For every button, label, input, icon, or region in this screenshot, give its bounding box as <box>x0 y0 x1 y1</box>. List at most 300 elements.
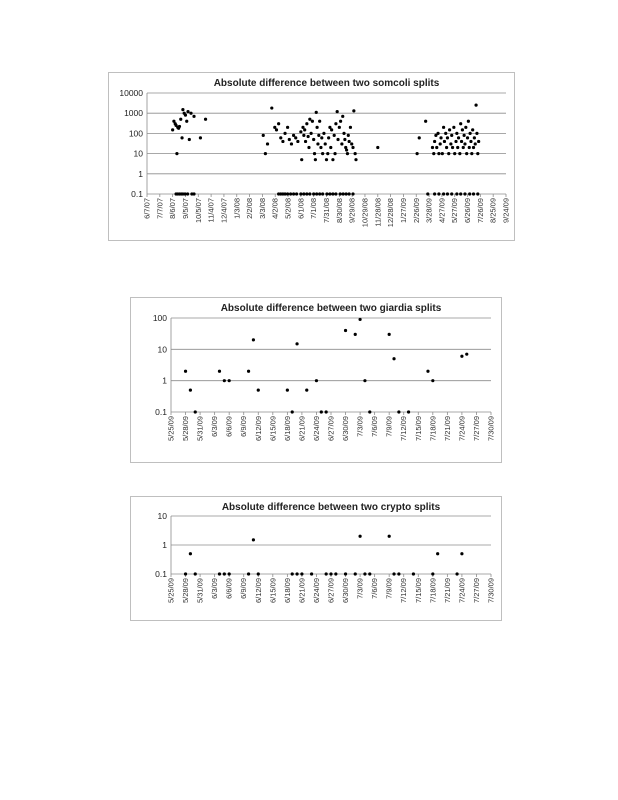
crypto-data-point <box>189 552 192 555</box>
somcoli-data-point <box>424 120 427 123</box>
somcoli-data-point <box>450 192 453 195</box>
crypto-data-point <box>300 572 303 575</box>
somcoli-data-point <box>454 140 457 143</box>
somcoli-data-point <box>443 140 446 143</box>
somcoli-data-point <box>186 110 189 113</box>
giardia-data-point <box>358 318 361 321</box>
somcoli-data-point <box>345 148 348 151</box>
somcoli-data-point <box>324 142 327 145</box>
x-tick-label: 7/21/09 <box>442 578 452 604</box>
somcoli-data-point <box>331 158 334 161</box>
somcoli-data-point <box>178 125 181 128</box>
giardia-data-point <box>363 379 366 382</box>
giardia-chart <box>130 297 502 463</box>
somcoli-data-point <box>442 126 445 129</box>
somcoli-data-point <box>314 158 317 161</box>
x-tick-label: 7/18/09 <box>428 578 438 604</box>
crypto-data-point <box>218 572 221 575</box>
x-tick-label: 7/9/09 <box>384 578 394 599</box>
x-tick-label: 10/5/07 <box>193 198 203 224</box>
somcoli-data-point <box>474 142 477 145</box>
somcoli-data-point <box>450 134 453 137</box>
x-tick-label: 6/1/08 <box>296 198 306 219</box>
somcoli-data-point <box>325 158 328 161</box>
x-tick-label: 6/24/09 <box>311 578 321 604</box>
somcoli-data-point <box>286 126 289 129</box>
somcoli-data-point <box>437 152 440 155</box>
x-tick-label: 6/26/09 <box>463 198 473 224</box>
somcoli-data-point <box>352 109 355 112</box>
giardia-data-point <box>426 370 429 373</box>
crypto-data-point <box>194 572 197 575</box>
somcoli-data-point <box>376 146 379 149</box>
somcoli-data-point <box>447 152 450 155</box>
somcoli-data-point <box>461 128 464 131</box>
x-tick-label: 6/27/09 <box>326 578 336 604</box>
somcoli-data-point <box>204 118 207 121</box>
somcoli-data-point <box>185 120 188 123</box>
x-tick-label: 7/6/09 <box>370 578 380 599</box>
x-tick-label: 6/24/09 <box>311 416 321 442</box>
somcoli-data-point <box>432 152 435 155</box>
somcoli-data-point <box>347 134 350 137</box>
somcoli-data-point <box>445 146 448 149</box>
x-tick-label: 7/30/09 <box>486 578 496 604</box>
somcoli-data-point <box>473 136 476 139</box>
somcoli-data-point <box>189 112 192 115</box>
somcoli-data-point <box>320 136 323 139</box>
x-tick-label: 8/30/08 <box>334 197 344 224</box>
x-tick-label: 6/21/09 <box>297 416 307 442</box>
x-tick-label: 7/12/09 <box>399 578 409 604</box>
somcoli-data-point <box>311 120 314 123</box>
somcoli-data-point <box>426 192 429 195</box>
x-tick-label: 4/2/08 <box>270 198 280 219</box>
crypto-data-point <box>334 572 337 575</box>
somcoli-data-point <box>330 128 333 131</box>
giardia-data-point <box>257 388 260 391</box>
somcoli-data-point <box>333 152 336 155</box>
somcoli-data-point <box>468 146 471 149</box>
x-tick-label: 7/30/09 <box>486 416 496 442</box>
somcoli-data-point <box>334 192 337 195</box>
somcoli-data-point <box>441 152 444 155</box>
x-tick-label: 8/25/09 <box>488 198 498 224</box>
somcoli-data-point <box>338 126 341 129</box>
somcoli-data-point <box>262 134 265 137</box>
x-tick-label: 7/26/09 <box>475 198 485 224</box>
somcoli-data-point <box>264 152 267 155</box>
x-tick-label: 7/6/09 <box>370 416 380 437</box>
giardia-data-point <box>223 379 226 382</box>
x-tick-label: 6/12/09 <box>253 416 263 442</box>
somcoli-chart-title: Absolute difference between two somcoli splits <box>213 78 440 89</box>
y-tick-label: 100 <box>152 313 167 323</box>
somcoli-chart-svg <box>109 73 516 242</box>
x-tick-label: 11/4/07 <box>206 198 216 223</box>
crypto-data-point <box>392 572 395 575</box>
somcoli-data-point <box>270 106 273 109</box>
giardia-data-point <box>344 329 347 332</box>
somcoli-data-point <box>463 192 466 195</box>
y-tick-label: 10 <box>157 344 167 355</box>
x-tick-label: 11/28/08 <box>373 198 383 227</box>
somcoli-data-point <box>469 132 472 135</box>
somcoli-data-point <box>310 132 313 135</box>
crypto-data-point <box>412 572 415 575</box>
x-tick-label: 8/6/07 <box>168 198 178 219</box>
somcoli-data-point <box>433 192 436 195</box>
somcoli-data-point <box>456 146 459 149</box>
x-tick-label: 6/12/09 <box>253 578 263 604</box>
somcoli-data-point <box>308 192 311 195</box>
somcoli-data-point <box>453 152 456 155</box>
x-tick-label: 6/18/09 <box>282 416 292 442</box>
crypto-data-point <box>310 572 313 575</box>
somcoli-data-point <box>348 140 351 143</box>
y-tick-label: 1 <box>162 540 167 550</box>
crypto-data-point <box>257 572 260 575</box>
somcoli-data-point <box>315 192 318 195</box>
giardia-data-point <box>465 353 468 356</box>
giardia-data-point <box>354 333 357 336</box>
somcoli-data-point <box>468 192 471 195</box>
x-tick-label: 5/28/09 <box>181 416 191 442</box>
x-tick-label: 7/12/09 <box>399 416 409 442</box>
somcoli-data-point <box>336 110 339 113</box>
x-tick-label: 7/24/09 <box>457 578 467 604</box>
somcoli-data-point <box>290 142 293 145</box>
crypto-data-point <box>397 572 400 575</box>
somcoli-data-point <box>459 122 462 125</box>
x-tick-label: 5/2/08 <box>283 198 293 219</box>
x-tick-label: 6/15/09 <box>268 578 278 604</box>
y-tick-label: 1000 <box>124 108 143 119</box>
giardia-data-point <box>315 379 318 382</box>
somcoli-data-point <box>439 136 442 139</box>
somcoli-data-point <box>299 130 302 133</box>
y-tick-label: 1 <box>162 375 167 386</box>
crypto-data-point <box>455 572 458 575</box>
crypto-data-point <box>252 538 255 541</box>
giardia-data-point <box>228 379 231 382</box>
crypto-data-point <box>295 572 298 575</box>
somcoli-data-point <box>292 134 295 137</box>
somcoli-data-point <box>305 122 308 125</box>
somcoli-data-point <box>294 136 297 139</box>
giardia-data-point <box>189 388 192 391</box>
somcoli-data-point <box>321 192 324 195</box>
giardia-data-point <box>247 370 250 373</box>
crypto-data-point <box>247 572 250 575</box>
crypto-chart <box>130 496 502 621</box>
somcoli-data-point <box>184 114 187 117</box>
somcoli-data-point <box>179 118 182 121</box>
somcoli-data-point <box>466 136 469 139</box>
somcoli-data-point <box>312 138 315 141</box>
somcoli-data-point <box>342 132 345 135</box>
crypto-data-point <box>388 535 391 538</box>
y-tick-label: 0.1 <box>131 189 143 199</box>
somcoli-data-point <box>455 192 458 195</box>
x-tick-label: 6/18/09 <box>282 578 292 604</box>
somcoli-data-point <box>302 134 305 137</box>
somcoli-data-point <box>289 192 292 195</box>
somcoli-data-point <box>171 128 174 131</box>
x-tick-label: 1/27/09 <box>398 198 408 224</box>
somcoli-data-point <box>470 152 473 155</box>
somcoli-data-point <box>296 140 299 143</box>
somcoli-data-point <box>329 146 332 149</box>
x-tick-label: 6/30/09 <box>341 578 351 604</box>
somcoli-data-point <box>341 115 344 118</box>
giardia-data-point <box>320 410 323 413</box>
giardia-data-point <box>397 410 400 413</box>
somcoli-data-point <box>304 140 307 143</box>
giardia-data-point <box>368 410 371 413</box>
somcoli-data-point <box>266 142 269 145</box>
somcoli-data-point <box>277 122 280 125</box>
somcoli-data-point <box>339 120 342 123</box>
somcoli-data-point <box>325 192 328 195</box>
x-tick-label: 3/28/09 <box>424 198 434 224</box>
x-tick-label: 7/1/08 <box>309 198 319 219</box>
x-tick-label: 9/5/07 <box>180 198 190 219</box>
somcoli-data-point <box>354 152 357 155</box>
somcoli-data-point <box>313 152 316 155</box>
somcoli-data-point <box>286 192 289 195</box>
somcoli-data-point <box>303 128 306 131</box>
somcoli-data-point <box>343 138 346 141</box>
crypto-data-point <box>325 572 328 575</box>
x-tick-label: 6/27/09 <box>326 416 336 442</box>
crypto-chart-svg <box>131 497 503 622</box>
x-tick-label: 7/18/09 <box>428 416 438 442</box>
y-tick-label: 10 <box>133 148 143 159</box>
somcoli-data-point <box>336 138 339 141</box>
somcoli-data-point <box>300 158 303 161</box>
giardia-data-point <box>218 370 221 373</box>
somcoli-data-point <box>463 142 466 145</box>
somcoli-data-point <box>321 152 324 155</box>
x-tick-label: 5/25/09 <box>166 578 176 604</box>
somcoli-data-point <box>318 192 321 195</box>
somcoli-data-point <box>327 136 330 139</box>
x-tick-label: 9/29/08 <box>347 198 357 224</box>
somcoli-data-point <box>476 152 479 155</box>
x-tick-label: 7/3/09 <box>355 578 365 599</box>
x-tick-label: 3/3/08 <box>257 198 267 219</box>
x-tick-label: 7/15/09 <box>413 578 423 604</box>
somcoli-data-point <box>477 140 480 143</box>
somcoli-data-point <box>275 128 278 131</box>
giardia-data-point <box>392 357 395 360</box>
somcoli-data-point <box>339 192 342 195</box>
somcoli-data-point <box>340 142 343 145</box>
crypto-chart-title: Absolute difference between two crypto splits <box>221 502 441 513</box>
x-tick-label: 10/29/08 <box>360 198 370 228</box>
x-tick-label: 6/21/09 <box>297 578 307 604</box>
somcoli-data-point <box>199 136 202 139</box>
x-tick-label: 7/3/09 <box>355 416 365 437</box>
somcoli-data-point <box>416 152 419 155</box>
somcoli-data-point <box>334 122 337 125</box>
somcoli-data-point <box>472 192 475 195</box>
x-tick-label: 7/27/09 <box>471 416 481 442</box>
somcoli-data-point <box>319 146 322 149</box>
x-tick-label: 6/9/09 <box>239 578 249 599</box>
crypto-data-point <box>223 572 226 575</box>
giardia-data-point <box>252 338 255 341</box>
somcoli-data-point <box>281 140 284 143</box>
crypto-data-point <box>184 572 187 575</box>
x-tick-label: 6/30/09 <box>341 416 351 442</box>
somcoli-data-point <box>175 152 178 155</box>
x-tick-label: 7/24/09 <box>457 416 467 442</box>
x-tick-label: 1/3/08 <box>232 198 242 219</box>
y-tick-label: 1 <box>138 168 143 179</box>
somcoli-data-point <box>433 140 436 143</box>
x-tick-label: 12/4/07 <box>219 198 229 224</box>
giardia-data-point <box>460 355 463 358</box>
somcoli-data-point <box>467 120 470 123</box>
x-tick-label: 2/26/09 <box>411 198 421 224</box>
x-tick-label: 5/31/09 <box>195 578 205 604</box>
crypto-data-point <box>436 552 439 555</box>
somcoli-data-point <box>439 142 442 145</box>
somcoli-data-point <box>448 128 451 131</box>
x-tick-label: 6/7/07 <box>142 198 152 219</box>
x-tick-label: 7/27/09 <box>471 578 481 604</box>
giardia-data-point <box>295 342 298 345</box>
somcoli-data-point <box>302 192 305 195</box>
somcoli-data-point <box>460 140 463 143</box>
somcoli-data-point <box>307 135 310 138</box>
somcoli-data-point <box>326 152 329 155</box>
somcoli-data-point <box>322 132 325 135</box>
somcoli-data-point <box>452 126 455 129</box>
crypto-data-point <box>368 572 371 575</box>
somcoli-data-point <box>476 192 479 195</box>
somcoli-data-point <box>333 134 336 137</box>
x-tick-label: 2/2/08 <box>245 198 255 219</box>
giardia-data-point <box>286 388 289 391</box>
crypto-data-point <box>460 552 463 555</box>
somcoli-data-point <box>436 132 439 135</box>
x-tick-label: 6/15/09 <box>268 416 278 442</box>
somcoli-data-point <box>351 146 354 149</box>
somcoli-data-point <box>295 192 298 195</box>
giardia-data-point <box>325 410 328 413</box>
x-tick-label: 5/28/09 <box>181 578 191 604</box>
x-tick-label: 12/28/08 <box>386 198 396 228</box>
somcoli-data-point <box>446 192 449 195</box>
giardia-chart-svg <box>131 298 503 464</box>
x-tick-label: 6/9/09 <box>239 416 249 437</box>
y-tick-label: 10 <box>157 511 167 521</box>
somcoli-data-point <box>186 192 189 195</box>
somcoli-data-point <box>451 146 454 149</box>
x-tick-label: 6/3/09 <box>210 578 220 599</box>
crypto-data-point <box>363 572 366 575</box>
crypto-data-point <box>358 535 361 538</box>
somcoli-data-point <box>305 192 308 195</box>
somcoli-data-point <box>418 136 421 139</box>
somcoli-data-point <box>354 158 357 161</box>
somcoli-data-point <box>308 118 311 121</box>
somcoli-chart <box>108 72 515 241</box>
somcoli-data-point <box>457 136 460 139</box>
x-tick-label: 7/15/09 <box>413 416 423 442</box>
somcoli-data-point <box>350 142 353 145</box>
x-tick-label: 7/7/07 <box>155 198 165 219</box>
somcoli-data-point <box>315 111 318 114</box>
somcoli-data-point <box>181 108 184 111</box>
somcoli-data-point <box>437 192 440 195</box>
somcoli-data-point <box>472 146 475 149</box>
somcoli-data-point <box>351 192 354 195</box>
somcoli-data-point <box>299 192 302 195</box>
somcoli-data-point <box>431 146 434 149</box>
somcoli-data-point <box>462 146 465 149</box>
x-tick-label: 6/6/09 <box>224 578 234 599</box>
somcoli-data-point <box>469 140 472 143</box>
somcoli-data-point <box>315 126 318 129</box>
x-tick-label: 5/25/09 <box>166 416 176 442</box>
x-tick-label: 7/9/09 <box>384 416 394 437</box>
giardia-data-point <box>305 388 308 391</box>
somcoli-data-point <box>292 192 295 195</box>
crypto-data-point <box>228 572 231 575</box>
giardia-data-point <box>407 410 410 413</box>
y-tick-label: 10000 <box>119 88 143 98</box>
somcoli-data-point <box>345 192 348 195</box>
somcoli-data-point <box>317 134 320 137</box>
crypto-data-point <box>329 572 332 575</box>
somcoli-data-point <box>463 134 466 137</box>
somcoli-data-point <box>318 120 321 123</box>
somcoli-data-point <box>342 192 345 195</box>
giardia-data-point <box>388 333 391 336</box>
somcoli-data-point <box>283 132 286 135</box>
somcoli-data-point <box>349 126 352 129</box>
somcoli-data-point <box>288 138 291 141</box>
x-tick-label: 5/31/09 <box>195 416 205 442</box>
x-tick-label: 6/6/09 <box>224 416 234 437</box>
somcoli-data-point <box>444 132 447 135</box>
somcoli-data-point <box>449 142 452 145</box>
crypto-data-point <box>354 572 357 575</box>
somcoli-data-point <box>346 152 349 155</box>
giardia-data-point <box>291 410 294 413</box>
somcoli-data-point <box>331 192 334 195</box>
somcoli-data-point <box>458 152 461 155</box>
somcoli-data-point <box>474 104 477 107</box>
somcoli-data-point <box>180 136 183 139</box>
somcoli-data-point <box>475 132 478 135</box>
x-tick-label: 4/27/09 <box>437 198 447 224</box>
somcoli-data-point <box>188 138 191 141</box>
giardia-chart-title: Absolute difference between two giardia splits <box>220 303 442 314</box>
somcoli-data-point <box>192 192 195 195</box>
crypto-data-point <box>344 572 347 575</box>
somcoli-data-point <box>316 142 319 145</box>
x-tick-label: 6/3/09 <box>210 416 220 437</box>
somcoli-data-point <box>471 128 474 131</box>
giardia-data-point <box>184 370 187 373</box>
somcoli-data-point <box>446 136 449 139</box>
y-tick-label: 0.1 <box>155 407 167 417</box>
